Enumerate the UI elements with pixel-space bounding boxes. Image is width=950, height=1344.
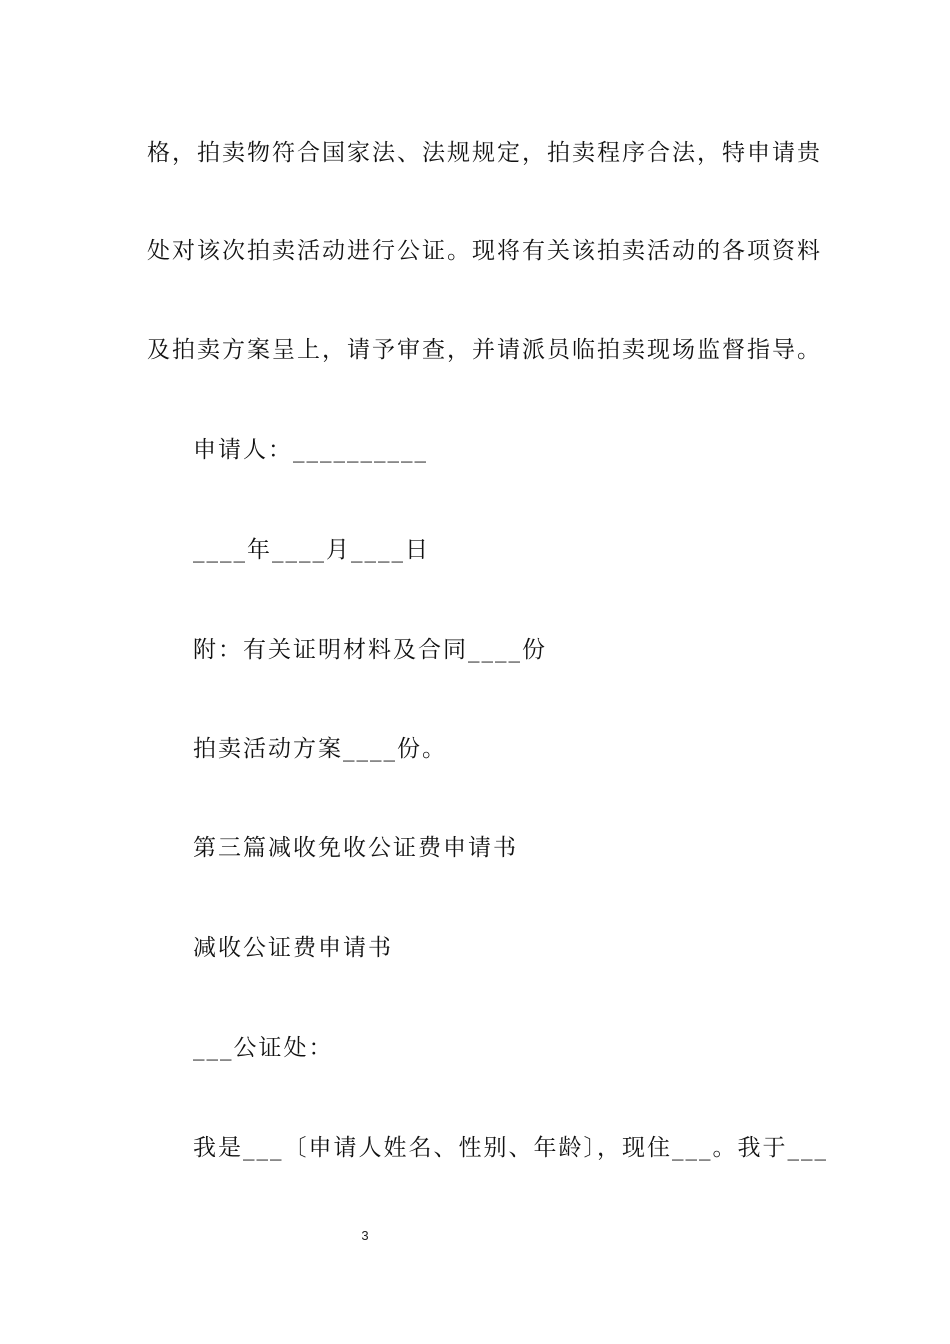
statement-line: 我是___〔申请人姓名、性别、年龄〕，现住___。我于___ (193, 1135, 828, 1161)
paragraph-line-3: 及拍卖方案呈上，请予审查，并请派员临拍卖现场监督指导。 (147, 337, 822, 363)
plan-line: 拍卖活动方案____份。 (193, 736, 447, 762)
paragraph-line-2: 处对该次拍卖活动进行公证。现将有关该拍卖活动的各项资料 (147, 238, 822, 264)
document-title: 减收公证费申请书 (193, 935, 393, 961)
date-line: ____年____月____日 (193, 537, 430, 563)
attachment-line: 附：有关证明材料及合同____份 (193, 637, 547, 663)
applicant-line: 申请人：__________ (193, 437, 428, 463)
addressee-line: ___公证处： (193, 1035, 334, 1061)
section-title: 第三篇减收免收公证费申请书 (193, 835, 518, 861)
paragraph-line-1: 格，拍卖物符合国家法、法规规定，拍卖程序合法，特申请贵 (147, 140, 822, 166)
page-number: 3 (361, 1228, 369, 1243)
